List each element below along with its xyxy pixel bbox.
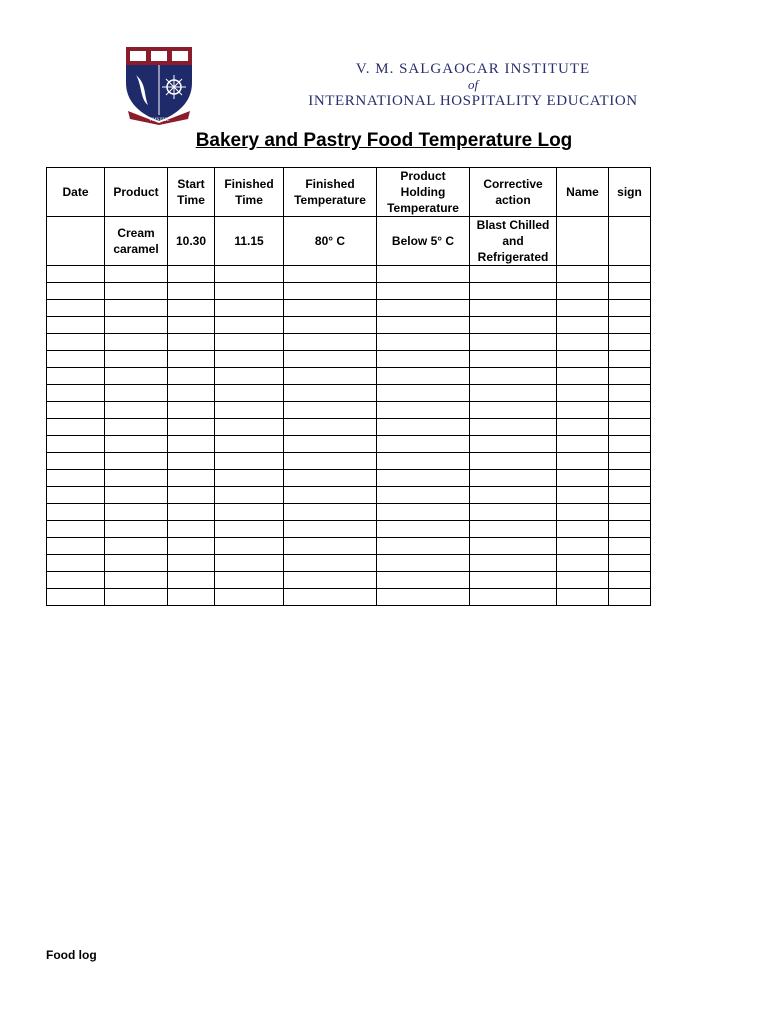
column-header-corrective: Corrective action — [470, 168, 557, 217]
empty-cell — [284, 453, 377, 470]
empty-cell — [47, 470, 105, 487]
empty-cell — [557, 572, 609, 589]
empty-cell — [557, 436, 609, 453]
table-row-empty — [47, 368, 651, 385]
empty-cell — [105, 283, 168, 300]
empty-cell — [557, 283, 609, 300]
empty-cell — [284, 334, 377, 351]
empty-cell — [557, 266, 609, 283]
empty-cell — [215, 317, 284, 334]
institute-name — [300, 60, 646, 110]
empty-cell — [215, 555, 284, 572]
empty-cell — [377, 572, 470, 589]
empty-cell — [105, 487, 168, 504]
empty-cell — [470, 453, 557, 470]
empty-cell — [470, 589, 557, 606]
empty-cell — [284, 487, 377, 504]
empty-cell — [105, 351, 168, 368]
empty-cell — [609, 300, 651, 317]
table-row-empty — [47, 300, 651, 317]
empty-cell — [105, 436, 168, 453]
table-row-empty — [47, 555, 651, 572]
empty-cell — [168, 521, 215, 538]
table-row-empty — [47, 283, 651, 300]
empty-cell — [470, 402, 557, 419]
empty-cell — [557, 453, 609, 470]
empty-cell — [215, 368, 284, 385]
empty-cell — [168, 453, 215, 470]
institute-name-line3: INTERNATIONAL HOSPITALITY EDUCATION — [308, 93, 638, 109]
empty-cell — [557, 317, 609, 334]
empty-cell — [377, 538, 470, 555]
empty-cell — [47, 300, 105, 317]
column-header-holding-temp: Product Holding Temperature — [377, 168, 470, 217]
column-header-date: Date — [47, 168, 105, 217]
column-header-finished-time: Finished Time — [215, 168, 284, 217]
empty-cell — [105, 504, 168, 521]
empty-cell — [215, 283, 284, 300]
empty-cell — [609, 521, 651, 538]
empty-cell — [284, 555, 377, 572]
table-row-empty — [47, 504, 651, 521]
table-row-empty — [47, 436, 651, 453]
empty-cell — [470, 317, 557, 334]
empty-cell — [215, 589, 284, 606]
table-header-row — [47, 168, 651, 217]
empty-cell — [377, 266, 470, 283]
empty-cell — [215, 453, 284, 470]
empty-cell — [215, 487, 284, 504]
empty-cell — [609, 334, 651, 351]
table-row-empty — [47, 317, 651, 334]
empty-cell — [284, 436, 377, 453]
empty-cell — [284, 504, 377, 521]
table-row-empty — [47, 470, 651, 487]
empty-cell — [609, 555, 651, 572]
empty-cell — [47, 487, 105, 504]
empty-cell — [284, 351, 377, 368]
table-row-empty — [47, 453, 651, 470]
empty-cell — [377, 589, 470, 606]
empty-cell — [557, 385, 609, 402]
empty-cell — [470, 266, 557, 283]
empty-cell — [47, 266, 105, 283]
empty-cell — [47, 317, 105, 334]
empty-cell — [377, 504, 470, 521]
empty-cell — [284, 317, 377, 334]
empty-cell — [609, 453, 651, 470]
empty-cell — [168, 589, 215, 606]
cell-finished-time: 11.15 — [215, 217, 284, 266]
empty-cell — [47, 453, 105, 470]
empty-cell — [168, 402, 215, 419]
cell-date — [47, 217, 105, 266]
empty-cell — [470, 521, 557, 538]
empty-cell — [609, 283, 651, 300]
empty-cell — [377, 419, 470, 436]
empty-cell — [609, 266, 651, 283]
empty-cell — [284, 368, 377, 385]
cell-name — [557, 217, 609, 266]
empty-cell — [215, 402, 284, 419]
empty-cell — [105, 470, 168, 487]
empty-cell — [47, 572, 105, 589]
table-row-empty — [47, 334, 651, 351]
cell-product: Cream caramel — [105, 217, 168, 266]
empty-cell — [215, 504, 284, 521]
empty-cell — [377, 555, 470, 572]
empty-cell — [168, 317, 215, 334]
empty-cell — [105, 521, 168, 538]
empty-cell — [105, 453, 168, 470]
empty-cell — [470, 470, 557, 487]
empty-cell — [284, 402, 377, 419]
empty-cell — [609, 572, 651, 589]
empty-cell — [557, 555, 609, 572]
empty-cell — [470, 572, 557, 589]
empty-cell — [557, 470, 609, 487]
table-row-empty — [47, 589, 651, 606]
empty-cell — [105, 385, 168, 402]
cell-start-time: 10.30 — [168, 217, 215, 266]
column-header-start-time: Start Time — [168, 168, 215, 217]
empty-cell — [609, 317, 651, 334]
table-row — [47, 217, 651, 266]
empty-cell — [609, 589, 651, 606]
empty-cell — [609, 436, 651, 453]
empty-cell — [470, 538, 557, 555]
empty-cell — [470, 504, 557, 521]
table-row-empty — [47, 487, 651, 504]
empty-cell — [168, 436, 215, 453]
empty-cell — [47, 402, 105, 419]
cell-corrective: Blast Chilled and Refrigerated — [470, 217, 557, 266]
empty-cell — [609, 487, 651, 504]
empty-cell — [470, 487, 557, 504]
empty-cell — [47, 385, 105, 402]
empty-cell — [215, 572, 284, 589]
empty-cell — [609, 385, 651, 402]
empty-cell — [284, 300, 377, 317]
empty-cell — [557, 538, 609, 555]
table-row-empty — [47, 402, 651, 419]
crest-motto: VMSIIHE — [148, 118, 170, 123]
empty-cell — [557, 351, 609, 368]
empty-cell — [377, 351, 470, 368]
empty-cell — [215, 521, 284, 538]
empty-cell — [105, 538, 168, 555]
empty-cell — [215, 300, 284, 317]
empty-cell — [105, 419, 168, 436]
empty-cell — [470, 351, 557, 368]
empty-cell — [105, 589, 168, 606]
empty-cell — [168, 419, 215, 436]
empty-cell — [470, 368, 557, 385]
empty-cell — [168, 470, 215, 487]
empty-cell — [377, 436, 470, 453]
footer-label: Food log — [46, 948, 97, 962]
empty-cell — [557, 334, 609, 351]
empty-cell — [47, 538, 105, 555]
empty-cell — [105, 402, 168, 419]
empty-cell — [557, 589, 609, 606]
empty-cell — [47, 368, 105, 385]
empty-cell — [377, 334, 470, 351]
table-row-empty — [47, 351, 651, 368]
empty-cell — [105, 317, 168, 334]
empty-cell — [557, 487, 609, 504]
empty-cell — [284, 419, 377, 436]
empty-cell — [470, 436, 557, 453]
empty-cell — [105, 334, 168, 351]
empty-cell — [557, 504, 609, 521]
column-header-finished-temp: Finished Temperature — [284, 168, 377, 217]
empty-cell — [609, 419, 651, 436]
empty-cell — [47, 351, 105, 368]
empty-cell — [215, 385, 284, 402]
institute-name-line2: of — [467, 77, 479, 92]
empty-cell — [215, 334, 284, 351]
empty-cell — [377, 385, 470, 402]
empty-cell — [105, 300, 168, 317]
temperature-log-table — [46, 167, 651, 606]
empty-cell — [609, 504, 651, 521]
empty-cell — [168, 300, 215, 317]
empty-cell — [215, 266, 284, 283]
empty-cell — [557, 521, 609, 538]
empty-cell — [377, 521, 470, 538]
empty-cell — [609, 368, 651, 385]
empty-cell — [470, 555, 557, 572]
empty-cell — [377, 402, 470, 419]
empty-cell — [284, 470, 377, 487]
cell-holding-temp: Below 5° C — [377, 217, 470, 266]
empty-cell — [284, 385, 377, 402]
empty-cell — [377, 283, 470, 300]
table-row-empty — [47, 538, 651, 555]
empty-cell — [168, 368, 215, 385]
document-title: Bakery and Pastry Food Temperature Log — [195, 130, 573, 151]
empty-cell — [377, 317, 470, 334]
empty-cell — [47, 334, 105, 351]
empty-cell — [47, 504, 105, 521]
empty-cell — [168, 351, 215, 368]
empty-cell — [47, 589, 105, 606]
empty-cell — [168, 538, 215, 555]
column-header-name: Name — [557, 168, 609, 217]
empty-cell — [47, 283, 105, 300]
empty-cell — [377, 487, 470, 504]
column-header-sign: sign — [609, 168, 651, 217]
empty-cell — [47, 436, 105, 453]
empty-cell — [377, 300, 470, 317]
empty-cell — [377, 368, 470, 385]
empty-cell — [377, 453, 470, 470]
empty-cell — [470, 300, 557, 317]
empty-cell — [284, 266, 377, 283]
empty-cell — [557, 402, 609, 419]
cell-sign — [609, 217, 651, 266]
empty-cell — [168, 504, 215, 521]
empty-cell — [557, 300, 609, 317]
empty-cell — [168, 572, 215, 589]
empty-cell — [284, 538, 377, 555]
empty-cell — [609, 351, 651, 368]
empty-cell — [609, 470, 651, 487]
empty-cell — [609, 538, 651, 555]
empty-cell — [609, 402, 651, 419]
empty-cell — [168, 385, 215, 402]
empty-cell — [47, 419, 105, 436]
empty-cell — [284, 283, 377, 300]
empty-cell — [105, 266, 168, 283]
empty-cell — [168, 334, 215, 351]
empty-cell — [168, 555, 215, 572]
empty-cell — [470, 419, 557, 436]
column-header-product: Product — [105, 168, 168, 217]
empty-cell — [215, 419, 284, 436]
table-row-empty — [47, 266, 651, 283]
empty-cell — [215, 351, 284, 368]
empty-cell — [470, 283, 557, 300]
empty-cell — [168, 266, 215, 283]
empty-cell — [105, 555, 168, 572]
empty-cell — [168, 487, 215, 504]
cell-finished-temp: 80° C — [284, 217, 377, 266]
empty-cell — [215, 538, 284, 555]
empty-cell — [470, 334, 557, 351]
empty-cell — [557, 419, 609, 436]
empty-cell — [168, 283, 215, 300]
empty-cell — [105, 572, 168, 589]
empty-cell — [284, 589, 377, 606]
empty-cell — [47, 521, 105, 538]
empty-cell — [470, 385, 557, 402]
empty-cell — [284, 521, 377, 538]
table-row-empty — [47, 572, 651, 589]
empty-cell — [557, 368, 609, 385]
empty-cell — [377, 470, 470, 487]
empty-cell — [215, 436, 284, 453]
institute-name-line1: V. M. SALGAOCAR INSTITUTE — [355, 61, 591, 77]
institute-crest-logo — [124, 45, 194, 125]
table-row-empty — [47, 385, 651, 402]
empty-cell — [47, 555, 105, 572]
empty-cell — [105, 368, 168, 385]
empty-cell — [215, 470, 284, 487]
table-row-empty — [47, 521, 651, 538]
table-row-empty — [47, 419, 651, 436]
empty-cell — [284, 572, 377, 589]
